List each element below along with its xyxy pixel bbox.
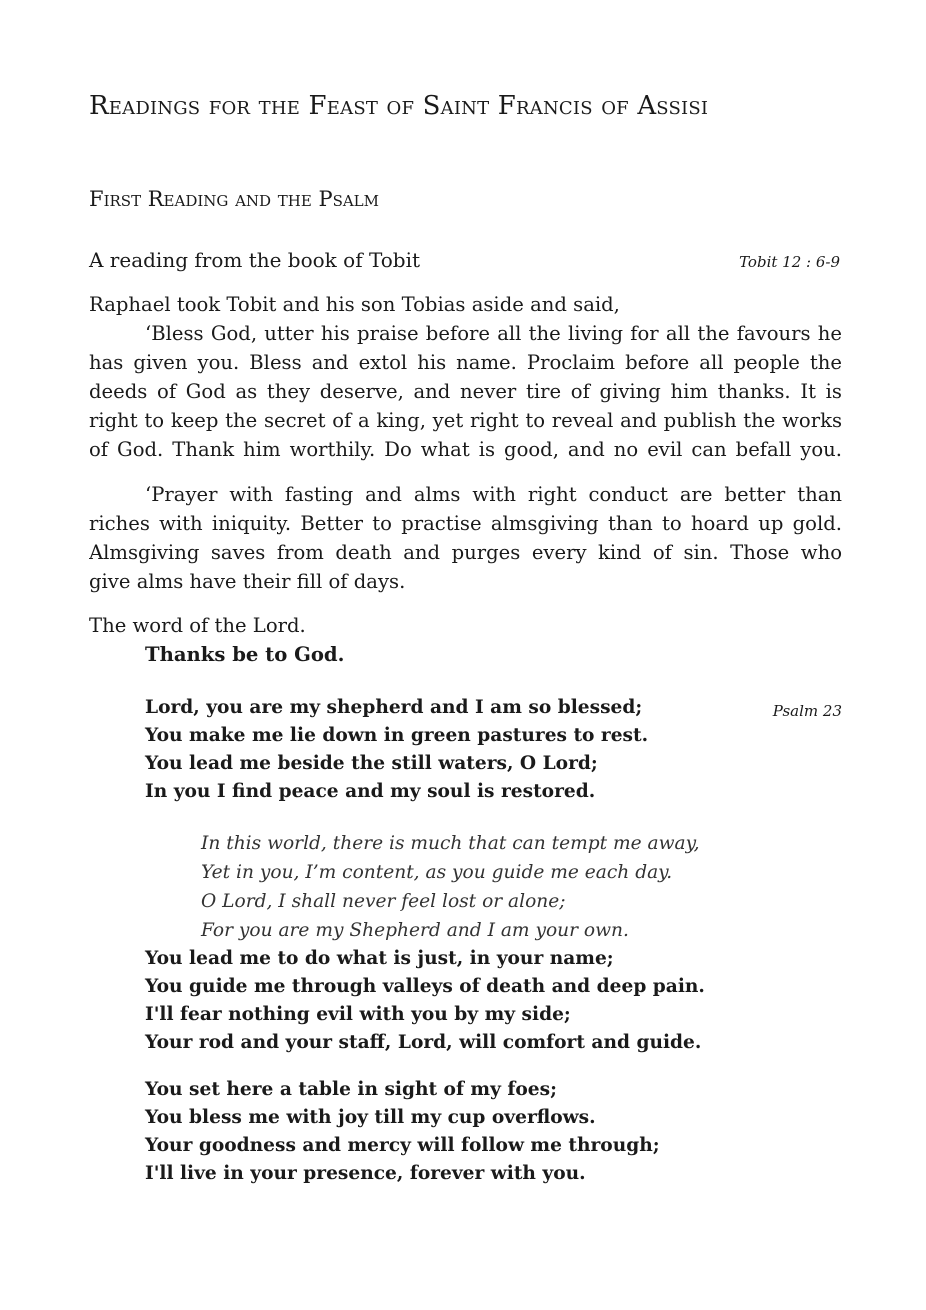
psalm-verse-3	[145, 1076, 745, 1188]
psalm-line: You guide me through valleys of death and deep pain.	[145, 976, 705, 997]
psalm-line: In you I find peace and my soul is restored.	[145, 781, 596, 802]
refrain-line: In this world, there is much that can tempt me away,	[201, 833, 700, 854]
psalm-line: You lead me to do what is just, in your name;	[145, 948, 614, 969]
page-title: Readings for the Feast of Saint Francis of Assisi	[89, 91, 709, 121]
reading-reference: Tobit 12 : 6-9	[739, 253, 840, 271]
reading-line: right to keep the secret of a king, yet right to reveal and publish the works	[89, 409, 842, 432]
reading-intro: A reading from the book of Tobit	[89, 248, 421, 272]
reading-line: has given you. Bless and extol his name. Proclaim before all people the	[89, 351, 842, 374]
psalm-verse-1	[145, 694, 745, 806]
psalm-line: I'll live in your presence, forever with you.	[145, 1163, 586, 1184]
reading-line: give alms have their fill of days.	[89, 570, 406, 593]
reading-line: deeds of God as they deserve, and never tire of giving him thanks. It is	[89, 380, 842, 403]
section-heading: First Reading and the Psalm	[89, 187, 380, 211]
psalm-line: You lead me beside the still waters, O Lord;	[145, 753, 598, 774]
reading-line: ‘Prayer with fasting and alms with right conduct are better than	[145, 483, 842, 506]
reading-paragraph-1	[89, 290, 842, 464]
psalm-reference: Psalm 23	[772, 702, 842, 720]
psalm-line: Your rod and your staff, Lord, will comfort and guide.	[145, 1032, 702, 1053]
psalm-line: I'll fear nothing evil with you by my side;	[145, 1004, 571, 1025]
reading-line: Almsgiving saves from death and purges every kind of sin. Those who	[89, 541, 842, 564]
refrain-line: For you are my Shepherd and I am your own.	[201, 920, 629, 941]
reading-paragraph-2	[89, 480, 842, 596]
reading-line: Raphael took Tobit and his son Tobias aside and said,	[89, 293, 620, 316]
psalm-line: You make me lie down in green pastures to rest.	[145, 725, 649, 746]
reading-line: riches with iniquity. Better to practise almsgiving than to hoard up gold.	[89, 512, 842, 535]
psalm-line: You bless me with joy till my cup overflows.	[145, 1107, 596, 1128]
psalm-line: Lord, you are my shepherd and I am so blessed;	[145, 697, 643, 718]
psalm-line: You set here a table in sight of my foes;	[145, 1079, 557, 1100]
refrain-line: Yet in you, I’m content, as you guide me each day.	[201, 862, 673, 883]
reading-closing	[89, 611, 789, 669]
refrain-line: O Lord, I shall never feel lost or alone;	[201, 891, 566, 912]
psalm-refrain	[201, 829, 761, 945]
psalm-line: Your goodness and mercy will follow me through;	[145, 1135, 660, 1156]
reading-line: ‘Bless God, utter his praise before all the living for all the favours he	[145, 322, 842, 345]
psalm-verse-2	[145, 945, 745, 1057]
response-text: Thanks be to God.	[145, 643, 345, 666]
reading-line: of God. Thank him worthily. Do what is good, and no evil can befall you.	[89, 438, 842, 461]
closing-text: The word of the Lord.	[89, 614, 306, 637]
